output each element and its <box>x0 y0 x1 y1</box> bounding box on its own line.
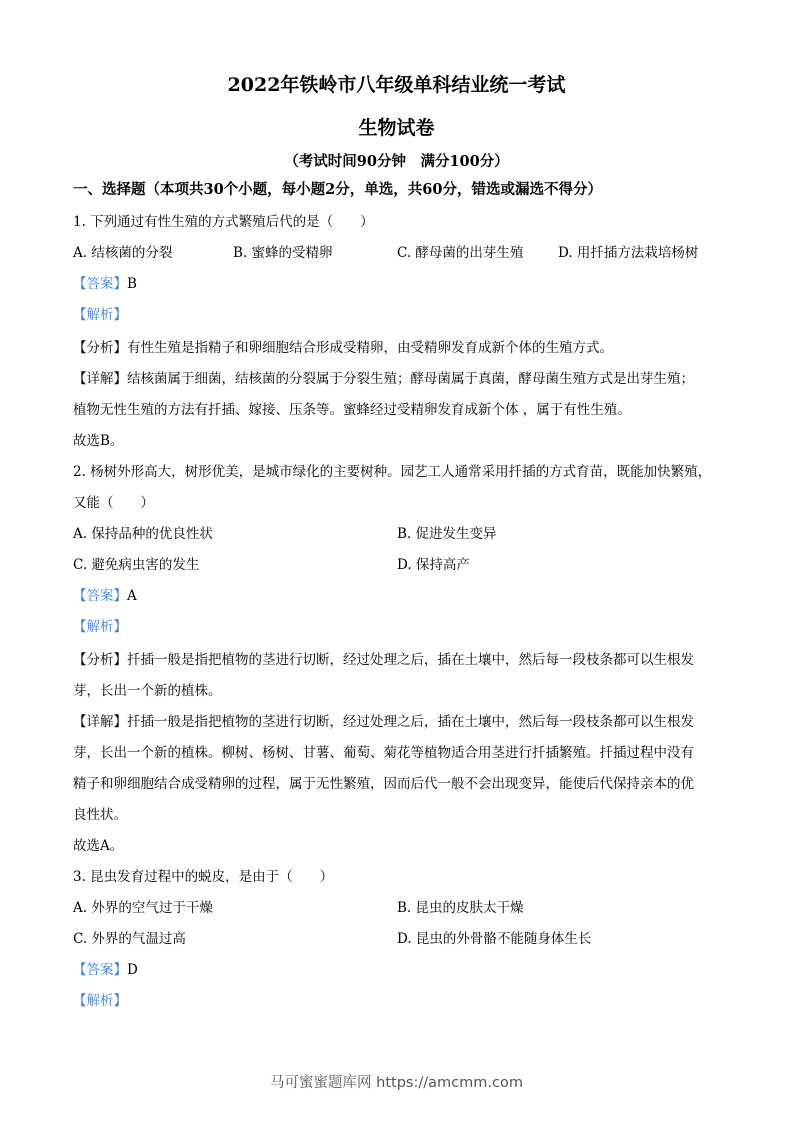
q3-option-a: A. 外界的空气过于干燥 <box>73 900 213 916</box>
q2-option-d: D. 保持高产 <box>397 557 470 573</box>
q2-xiangjie-3: 精子和卵细胞结合成受精卵的过程，属于无性繁殖，因而后代一般不会出现变异，能使后代保持亲本的优 <box>73 776 694 792</box>
q1-option-d: D. 用扦插方法栽培杨树 <box>558 245 699 261</box>
fenxi-label: 【分析】 <box>73 652 127 668</box>
q1-answer-value: B <box>127 276 137 292</box>
analysis-tag: 【解析】 <box>73 307 127 323</box>
q2-stem-2: 又能（ ） <box>73 495 154 511</box>
q3-option-d: D. 昆虫的外骨骼不能随身体生长 <box>397 931 592 947</box>
q2-fenxi-2: 芽，长出一个新的植株。 <box>73 683 222 699</box>
q3-answer-value: D <box>127 962 138 978</box>
xiangjie-label: 【详解】 <box>73 371 127 387</box>
q2-fenxi-1 <box>73 651 694 669</box>
q1-answer <box>73 275 137 293</box>
q2-xiangjie-1 <box>73 713 694 731</box>
q1-option-c: C. 酵母菌的出芽生殖 <box>397 245 524 261</box>
fenxi-label: 【分析】 <box>73 340 127 356</box>
q2-xiangjie-2: 芽，长出一个新的植株。柳树、杨树、甘薯、葡萄、菊花等植物适合用茎进行扦插繁殖。扦插过程中没有 <box>73 745 694 761</box>
q1-fenxi <box>73 339 613 357</box>
q3-analysis <box>73 992 127 1010</box>
q3-option-b: B. 昆虫的皮肤太干燥 <box>397 900 524 916</box>
q2-analysis <box>73 618 127 636</box>
subject-title: 生物试卷 <box>358 117 435 139</box>
answer-tag: 【答案】 <box>73 276 127 292</box>
q2-answer-value: A <box>127 588 137 604</box>
q1-stem: 1. 下列通过有性生殖的方式繁殖后代的是（ ） <box>73 214 374 230</box>
exam-info: （考试时间90分钟 满分100分） <box>284 153 509 170</box>
section-heading: 一、选择题（本项共30个小题，每小题2分，单选，共60分，错选或漏选不得分） <box>73 181 602 198</box>
q1-fenxi-text: 有性生殖是指精子和卵细胞结合形成受精卵，由受精卵发育成新个体的生殖方式。 <box>127 340 613 356</box>
q1-option-b: B. 蜜蜂的受精卵 <box>233 245 333 261</box>
q1-option-a: A. 结核菌的分裂 <box>73 245 173 261</box>
answer-tag: 【答案】 <box>73 962 127 978</box>
q2-option-c: C. 避免病虫害的发生 <box>73 557 200 573</box>
q1-conclusion: 故选B。 <box>73 433 124 449</box>
analysis-tag: 【解析】 <box>73 993 127 1009</box>
q1-xiangjie-text-1: 结核菌属于细菌，结核菌的分裂属于分裂生殖；酵母菌属于真菌，酵母菌生殖方式是出芽生殖； <box>127 371 694 387</box>
q2-xiangjie-text-1: 扦插一般是指把植物的茎进行切断，经过处理之后，插在土壤中，然后每一段枝条都可以生根发 <box>127 714 694 730</box>
q2-conclusion: 故选A。 <box>73 838 124 854</box>
exam-title: 2022年铁岭市八年级单科结业统一考试 <box>227 74 566 96</box>
answer-tag: 【答案】 <box>73 588 127 604</box>
q1-xiangjie-2: 植物无性生殖的方法有扦插、嫁接、压条等。蜜蜂经过受精卵发育成新个体 ，属于有性生殖。 <box>73 402 631 418</box>
q3-stem: 3. 昆虫发育过程中的蜕皮，是由于（ ） <box>73 869 334 885</box>
analysis-tag: 【解析】 <box>73 619 127 635</box>
q2-stem-1: 2. 杨树外形高大，树形优美，是城市绿化的主要树种。园艺工人通常采用扦插的方式育苗，既能加快繁殖， <box>73 464 712 480</box>
q3-option-c: C. 外界的气温过高 <box>73 931 186 947</box>
q2-answer <box>73 587 137 605</box>
q2-fenxi-text-1: 扦插一般是指把植物的茎进行切断，经过处理之后，插在土壤中，然后每一段枝条都可以生根发 <box>127 652 694 668</box>
q1-xiangjie-1 <box>73 370 694 388</box>
footer-watermark: 马可蜜蜜题库网 https://amcmm.com <box>270 1075 523 1091</box>
xiangjie-label: 【详解】 <box>73 714 127 730</box>
q2-xiangjie-4: 良性状。 <box>73 807 127 823</box>
q2-option-a: A. 保持品种的优良性状 <box>73 526 213 542</box>
q3-answer <box>73 961 138 979</box>
q1-analysis <box>73 306 127 324</box>
q2-option-b: B. 促进发生变异 <box>397 526 497 542</box>
